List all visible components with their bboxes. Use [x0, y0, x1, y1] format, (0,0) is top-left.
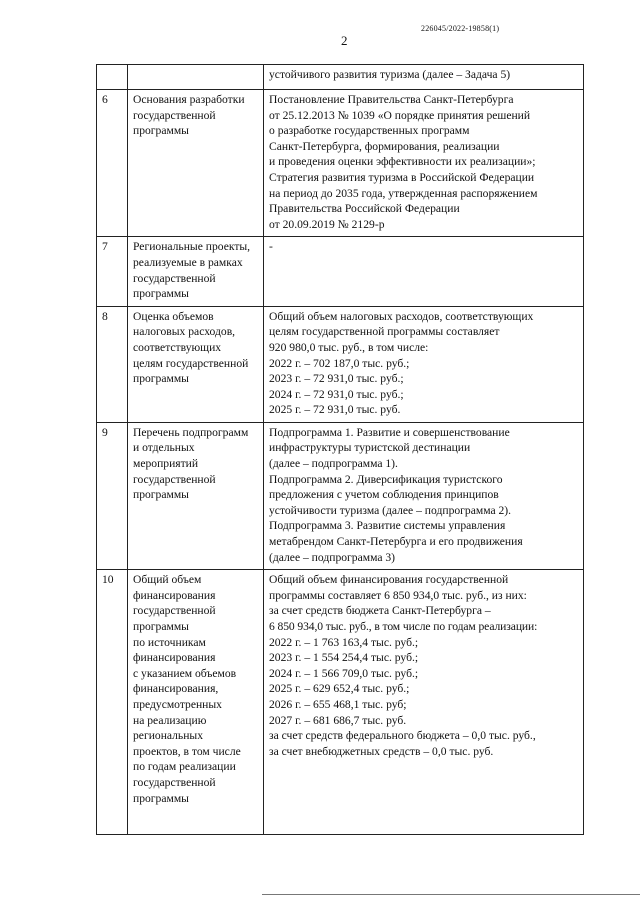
- value-line: целям государственной программы составляет: [269, 325, 500, 339]
- name-line: государственной: [133, 775, 216, 789]
- value-line: 2022 г. – 702 187,0 тыс. руб.;: [269, 356, 410, 370]
- page-number: 2: [341, 33, 348, 48]
- name-line: мероприятий: [133, 457, 199, 471]
- name-line: целям государственной: [133, 356, 249, 370]
- name-line: финансирования: [133, 651, 216, 665]
- name-line: финансирования: [133, 588, 216, 602]
- value-line: метабрендом Санкт-Петербурга и его продвижения: [269, 535, 523, 549]
- value-line: на период до 2035 года, утвержденная распоряжением: [269, 186, 538, 200]
- value-line: Подпрограмма 2. Диверсификация туристского: [269, 472, 503, 486]
- value-line: 2027 г. – 681 686,7 тыс. руб.: [269, 713, 407, 727]
- value-line: 6 850 934,0 тыс. руб., в том числе по годам реализации:: [269, 620, 538, 633]
- row-number: 8: [97, 306, 128, 422]
- value-line: Санкт-Петербурга, формирования, реализации: [269, 139, 500, 153]
- name-line: программы: [133, 372, 189, 386]
- name-line: государственной: [133, 604, 216, 618]
- program-passport-table: [96, 64, 584, 835]
- value-line: Постановление Правительства Санкт-Петербурга: [269, 93, 514, 106]
- name-line: налоговых расходов,: [133, 325, 236, 339]
- table-row-continuation: [97, 65, 584, 90]
- value-line: Подпрограмма 3. Развитие системы управления: [269, 519, 506, 533]
- value-line: 2024 г. – 1 566 709,0 тыс. руб.;: [269, 666, 419, 680]
- name-line: региональных: [133, 729, 204, 743]
- row-number: 10: [97, 570, 128, 835]
- value-line: 2023 г. – 1 554 254,4 тыс. руб.;: [269, 651, 419, 665]
- value-line: инфраструктуры туристской дестинации: [269, 441, 471, 455]
- name-line: по годам реализации: [133, 760, 236, 774]
- name-line: Основания разработки: [133, 93, 245, 106]
- name-line: и отдельных: [133, 441, 195, 455]
- table-row: [97, 570, 584, 835]
- name-line: предусмотренных: [133, 697, 222, 711]
- value-line: от 20.09.2019 № 2129-р: [269, 217, 385, 231]
- value-line: от 25.12.2013 № 1039 «О порядке принятия решений: [269, 108, 531, 122]
- row-number-cell: [97, 65, 128, 90]
- value-line: 2025 г. – 629 652,4 тыс. руб.;: [269, 682, 410, 696]
- value-line: программы составляет 6 850 934,0 тыс. руб., из них:: [269, 588, 527, 602]
- name-line: государственной: [133, 271, 216, 285]
- name-line: по источникам: [133, 635, 206, 649]
- name-line: программы: [133, 287, 189, 301]
- name-line: программы: [133, 791, 189, 805]
- row-value-cell: [264, 65, 584, 90]
- row-number: 6: [97, 90, 128, 237]
- row-value-cell: [264, 306, 584, 422]
- row-value-cell: [264, 237, 584, 306]
- name-line: Оценка объемов: [133, 309, 214, 323]
- bottom-divider: [262, 894, 640, 895]
- name-line: Общий объем: [133, 573, 202, 587]
- name-line: с указанием объемов: [133, 666, 237, 680]
- value-line: 2023 г. – 72 931,0 тыс. руб.;: [269, 372, 404, 386]
- row-name-cell: [128, 570, 264, 835]
- value-line: -: [269, 240, 273, 254]
- value-line: (далее – подпрограмма 1).: [269, 457, 398, 471]
- value-line: устойчивого развития туризма (далее – Задача 5): [269, 68, 511, 81]
- name-line: программы: [133, 124, 189, 138]
- value-line: Общий объем финансирования государственной: [269, 573, 509, 587]
- name-line: программы: [133, 620, 189, 633]
- name-line: финансирования,: [133, 682, 219, 696]
- name-line: реализуемые в рамках: [133, 255, 243, 269]
- value-line: устойчивости туризма (далее – подпрограмма 2).: [269, 503, 512, 517]
- value-line: и проведения оценки эффективности их реализации»;: [269, 155, 536, 169]
- name-line: государственной: [133, 472, 216, 486]
- value-line: Правительства Российской Федерации: [269, 202, 460, 216]
- value-line: Общий объем налоговых расходов, соответствующих: [269, 309, 534, 323]
- value-line: о разработке государственных программ: [269, 124, 470, 138]
- value-line: предложения с учетом соблюдения принципов: [269, 488, 499, 502]
- value-line: 2025 г. – 72 931,0 тыс. руб.: [269, 403, 401, 417]
- table-row: [97, 237, 584, 306]
- row-value-cell: [264, 570, 584, 835]
- value-line: Стратегия развития туризма в Российской Федерации: [269, 170, 535, 184]
- table-row: [97, 306, 584, 422]
- document-id: 226045/2022-19858(1): [421, 24, 500, 33]
- name-line: государственной: [133, 108, 216, 122]
- value-line: 920 980,0 тыс. руб., в том числе:: [269, 340, 429, 354]
- table-row: [97, 422, 584, 569]
- name-line: Перечень подпрограмм: [133, 425, 249, 439]
- row-name-cell: [128, 90, 264, 237]
- row-number: 9: [97, 422, 128, 569]
- row-name-cell: [128, 237, 264, 306]
- value-line: Подпрограмма 1. Развитие и совершенствование: [269, 425, 510, 439]
- row-name-cell: [128, 306, 264, 422]
- name-line: на реализацию: [133, 713, 207, 727]
- name-line: Региональные проекты,: [133, 240, 251, 254]
- value-line: за счет внебюджетных средств – 0,0 тыс. руб.: [269, 744, 494, 758]
- row-name-cell: [128, 422, 264, 569]
- name-line: программы: [133, 488, 189, 502]
- value-line: (далее – подпрограмма 3): [269, 550, 396, 564]
- row-name-cell: [128, 65, 264, 90]
- value-line: за счет средств бюджета Санкт-Петербурга –: [269, 604, 491, 618]
- row-number: 7: [97, 237, 128, 306]
- value-line: за счет средств федерального бюджета – 0,0 тыс. руб.,: [269, 729, 536, 743]
- value-line: 2022 г. – 1 763 163,4 тыс. руб.;: [269, 635, 419, 649]
- value-line: 2024 г. – 72 931,0 тыс. руб.;: [269, 387, 404, 401]
- row-value-cell: [264, 422, 584, 569]
- table-row: [97, 90, 584, 237]
- name-line: проектов, в том числе: [133, 744, 241, 758]
- row-value-cell: [264, 90, 584, 237]
- name-line: соответствующих: [133, 340, 222, 354]
- value-line: 2026 г. – 655 468,1 тыс. руб;: [269, 697, 407, 711]
